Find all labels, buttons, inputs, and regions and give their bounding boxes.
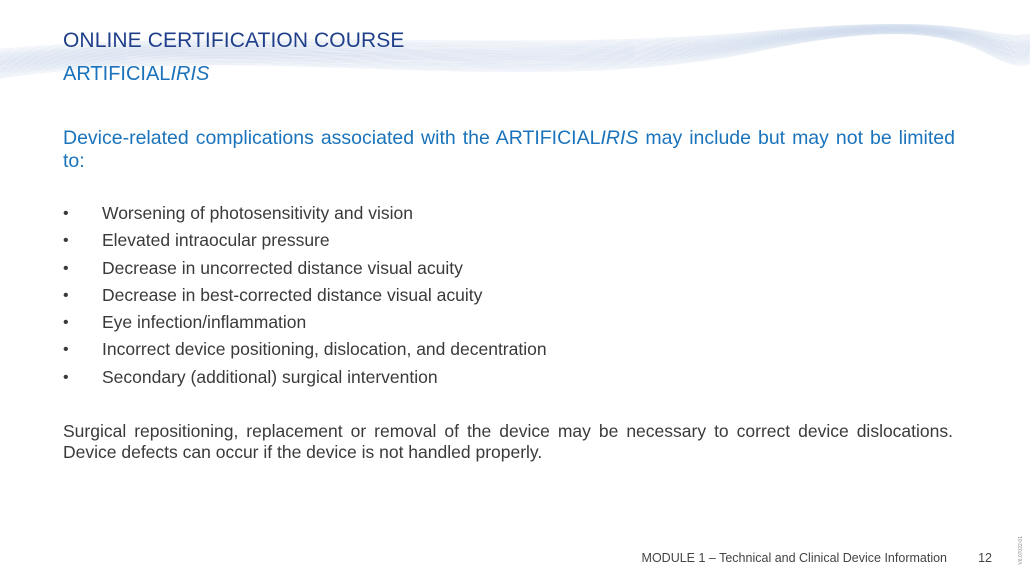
list-item-text: Decrease in best-corrected distance visual acuity <box>102 284 483 305</box>
slide-header <box>63 29 404 86</box>
list-item-text: Decrease in uncorrected distance visual acuity <box>102 257 463 278</box>
list-item <box>63 255 547 282</box>
list-item <box>63 282 547 309</box>
product-name-italic: IRIS <box>170 63 210 85</box>
list-item <box>63 309 547 336</box>
bullet-icon: • <box>63 314 69 332</box>
list-item-text: Secondary (additional) surgical intervention <box>102 366 438 387</box>
product-name-prefix: ARTIFICIAL <box>63 63 171 85</box>
intro-text-italic: IRIS <box>600 127 639 149</box>
intro-text-start: Device-related complications associated with the ARTIFICIAL <box>63 127 601 149</box>
bullet-icon: • <box>63 205 69 222</box>
list-item-text: Eye infection/inflammation <box>102 312 307 333</box>
list-item-text: Worsening of photosensitivity and vision <box>102 203 413 223</box>
list-item <box>63 336 547 363</box>
closing-paragraph: Surgical repositioning, replacement or removal of the device may be necessary to correct device dislocations. Device defects can occur if the device is not handled properly. <box>63 421 953 462</box>
list-item <box>63 227 547 254</box>
intro-paragraph <box>63 127 955 173</box>
list-item-text: Elevated intraocular pressure <box>102 230 330 251</box>
product-name <box>63 62 404 86</box>
document-code: V6.07022-01 <box>1018 536 1024 565</box>
bullet-icon: • <box>63 232 69 250</box>
bullet-icon: • <box>63 368 69 386</box>
complications-list <box>63 200 547 391</box>
list-item <box>63 200 547 227</box>
bullet-icon: • <box>63 286 69 304</box>
list-item-text: Incorrect device positioning, dislocation, and decentration <box>102 339 547 360</box>
bullet-icon: • <box>63 259 69 277</box>
list-item <box>63 364 547 391</box>
module-label: MODULE 1 – Technical and Clinical Device Information <box>641 551 947 565</box>
page-number: 12 <box>978 551 992 565</box>
course-title: ONLINE CERTIFICATION COURSE <box>63 29 405 52</box>
bullet-icon: • <box>63 341 69 359</box>
intro-text-end: may include but may not be limited to: <box>63 127 955 172</box>
